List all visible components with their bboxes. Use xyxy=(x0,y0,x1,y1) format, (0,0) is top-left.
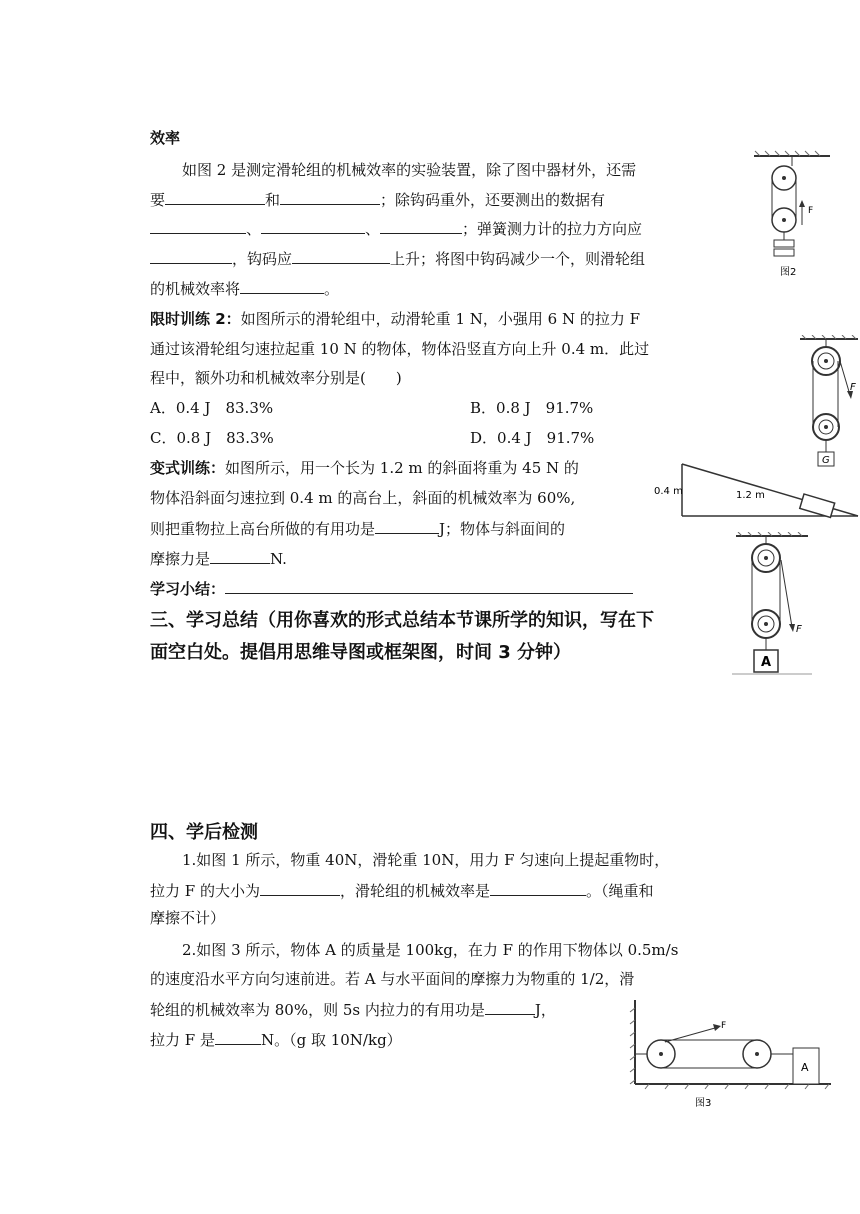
fig2-caption: 图2 xyxy=(780,267,797,278)
option-c: C．0.8 J 83.3% xyxy=(150,429,274,447)
q2-line2: 的速度沿水平方向匀速前进。若 A 与水平面间的摩擦力为物重的 1/2，滑 xyxy=(150,970,635,988)
fig3-block-label: A xyxy=(801,1061,809,1074)
variant-line3: 则把重物拉上高台所做的有用功是 J；物体与斜面间的 xyxy=(150,520,566,538)
q1-line3: 摩擦不计） xyxy=(150,909,226,927)
q2-line3: 轮组的机械效率为 80%，则 5s 内拉力的有用功是 J， xyxy=(150,1001,556,1019)
p1-line2: 要 和 ；除钩码重外，还要测出的数据有 xyxy=(150,191,606,209)
q2-line1: 2.如图 3 所示，物体 A 的质量是 100kg，在力 F 的作用下物体以 0.5m/s xyxy=(182,941,679,959)
variant-line1: 变式训练：如图所示，用一个长为 1.2 m 的斜面将重为 45 N 的 xyxy=(150,459,579,477)
figure-2-pulley-setup xyxy=(752,150,832,285)
fig3-caption: 图3 xyxy=(695,1098,712,1109)
p1-line1: 如图 2 是测定滑轮组的机械效率的实验装置，除了图中器材外，还需 xyxy=(182,161,637,179)
variant-line4: 摩擦力是 N. xyxy=(150,550,287,568)
fig2-force-label: F xyxy=(808,206,814,216)
section-3-line1: 三、学习总结（用你喜欢的形式总结本节课所学的知识，写在下 xyxy=(150,610,654,631)
drill2-force-label: F xyxy=(850,382,856,393)
q1-line1: 1.如图 1 所示，物重 40N，滑轮重 10N，用力 F 匀速向上提起重物时， xyxy=(182,851,670,869)
incline-height-label: 0.4 m xyxy=(654,486,683,497)
option-a: A．0.4 J 83.3% xyxy=(150,399,274,417)
figure-3-horizontal-pulley xyxy=(625,996,837,1114)
section-3-line2: 面空白处。提倡用思维导图或框架图，时间 3 分钟） xyxy=(150,642,572,663)
summary-line: 学习小结： xyxy=(150,578,633,599)
drill2-line3: 程中，额外功和机械效率分别是( ) xyxy=(150,369,402,387)
variant-line2: 物体沿斜面匀速拉到 0.4 m 的高台上，斜面的机械效率为 60%, xyxy=(150,489,576,507)
fig3-force-label: F xyxy=(721,1021,727,1031)
figure-incline xyxy=(652,458,860,522)
drill2-line2: 通过该滑轮组匀速拉起重 10 N 的物体，物体沿竖直方向上升 0.4 m．此过 xyxy=(150,340,650,358)
p1-line4: ，钩码应 上升；将图中钩码减少一个，则滑轮组 xyxy=(150,248,645,269)
q1-line2: 拉力 F 的大小为 ，滑轮组的机械效率是 。（绳重和 xyxy=(150,882,654,900)
incline-length-label: 1.2 m xyxy=(736,490,765,501)
figure-pulley-block-a xyxy=(732,532,812,677)
section-4-heading: 四、学后检测 xyxy=(150,822,258,843)
figc-block-label: A xyxy=(761,655,772,670)
option-d: D．0.4 J 91.7% xyxy=(470,429,595,447)
figure-drill2-pulley xyxy=(798,335,860,470)
section-heading-efficiency: 效率 xyxy=(150,129,181,147)
q2-line4: 拉力 F 是 N。（g 取 10N/kg） xyxy=(150,1031,402,1049)
p1-line5: 的机械效率将 。 xyxy=(150,280,340,298)
figc-force-label: F xyxy=(796,624,802,635)
option-b: B．0.8 J 91.7% xyxy=(470,399,594,417)
drill2-line1: 限时训练 2：如图所示的滑轮组中，动滑轮重 1 N，小强用 6 N 的拉力 F xyxy=(150,310,641,328)
drill2-weight-label: G xyxy=(822,455,830,466)
p1-line3: 、 、 ；弹簧测力计的拉力方向应 xyxy=(150,218,642,239)
